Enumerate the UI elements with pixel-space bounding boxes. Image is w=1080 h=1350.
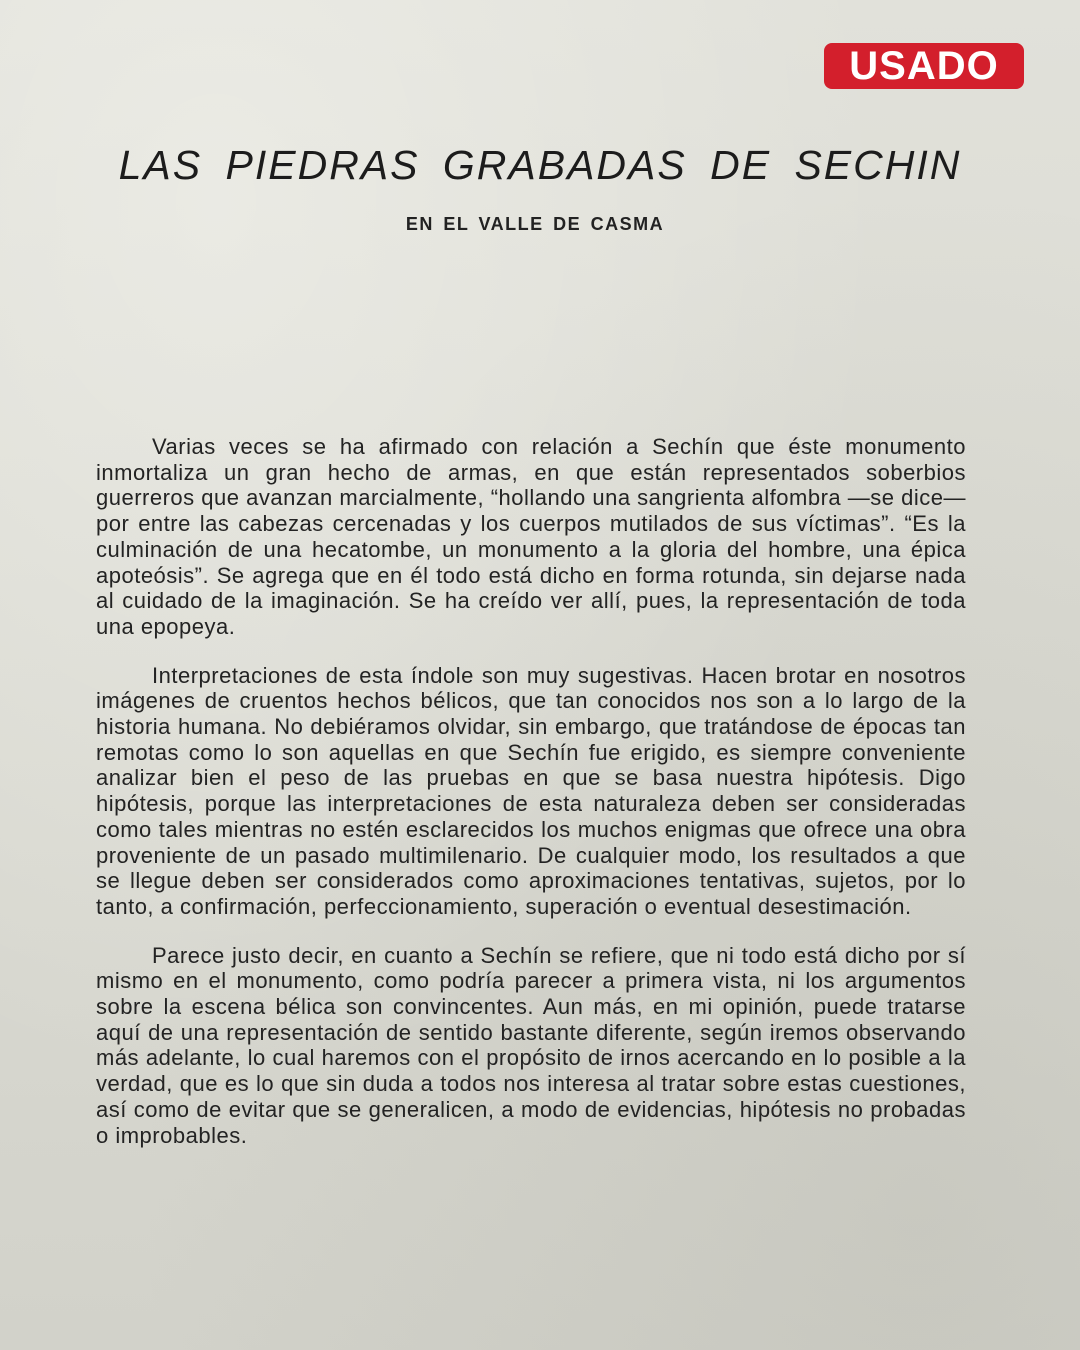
paragraph: Parece justo decir, en cuanto a Sechín se refiere, que ni todo está dicho por sí mismo en el monumento, como podría parecer a primera vista, ni los argumentos sobre la escena bélica son convincentes. Aun más, en mi opinión, puede tratarse aquí de una representación de sentido bastante diferente, según iremos observando más adelante, lo cual haremos con el propósito de irnos acercando en lo posible a la verdad, que es lo que sin duda a todos nos interesa al tratar sobre estas cuestiones, así como de evitar que se generalicen, a modo de evidencias, hipótesis no probadas o improbables. — [96, 942, 966, 1148]
paragraph: Interpretaciones de esta índole son muy sugestivas. Hacen brotar en nosotros imágenes de cruentos hechos bélicos, que tan conocidos nos son a lo largo de la historia humana. No debiéramos olvidar, sin embargo, que tratándose de épocas tan remotas como lo son aquellas en que Sechín fue erigido, es siempre conveniente analizar bien el peso de las pruebas en que se basa nuestra hipótesis. Digo hipótesis, porque las interpretaciones de esta naturaleza deben ser consideradas como tales mientras no estén esclarecidos los muchos enigmas que ofrece una obra proveniente de un pasado multimilenario. De cualquier modo, los resultados a que se llegue deben ser considerados como aproximaciones tentativas, sujetos, por lo tanto, a confirmación, perfeccionamiento, superación o eventual desestimación. — [96, 662, 966, 919]
paragraph: Varias veces se ha afirmado con relación a Sechín que éste monumento inmortaliza un gran hecho de armas, en que están representados soberbios guerreros que avanzan marcialmente, “hollando una sangrienta alfombra —se dice— por entre las cabezas cercenadas y los cuerpos mutilados de sus víctimas”. “Es la culminación de una hecatombe, un monumento a la gloria del hombre, una épica apoteósis”. Se agrega que en él todo está dicho en forma rotunda, sin dejarse nada al cuidado de la imaginación. Se ha creído ver allí, pues, la representación de toda una epopeya. — [96, 434, 966, 639]
used-condition-badge: USADO — [824, 43, 1024, 89]
page-subtitle: EN EL VALLE DE CASMA — [405, 214, 665, 234]
body-text — [96, 434, 966, 1148]
page-title: LAS PIEDRAS GRABADAS DE SECHIN — [118, 142, 962, 188]
